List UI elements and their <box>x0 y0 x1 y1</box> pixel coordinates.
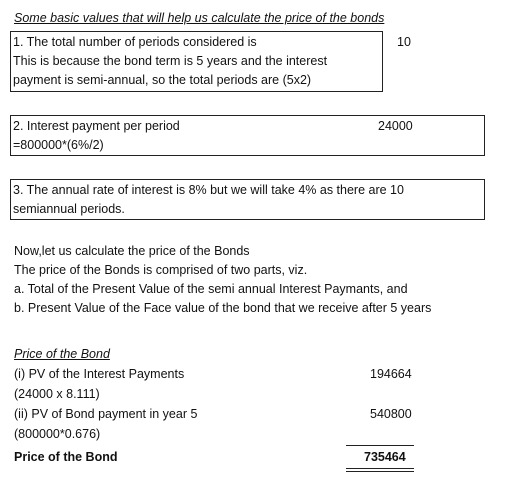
pv-interest-formula: (24000 x 8.111) <box>14 387 100 401</box>
intro-line-4: b. Present Value of the Face value of the bond that we receive after 5 years <box>14 301 432 315</box>
pv-interest-label: (i) PV of the Interest Payments <box>14 367 185 381</box>
periods-explanation-1: This is because the bond term is 5 years and the interest <box>13 54 328 68</box>
intro-line-3: a. Total of the Present Value of the semi annual Interest Paymants, and <box>14 282 408 296</box>
pv-bond-label: (ii) PV of Bond payment in year 5 <box>14 407 198 421</box>
pv-interest-value: 194664 <box>370 367 412 381</box>
interest-rate-line-2: semiannual periods. <box>13 202 125 216</box>
periods-explanation-2: payment is semi-annual, so the total periods are (5x2) <box>13 73 312 87</box>
periods-label: 1. The total number of periods considered is <box>13 35 257 49</box>
interest-rate-line-1: 3. The annual rate of interest is 8% but we will take 4% as there are 10 <box>13 183 404 197</box>
price-section-title: Price of the Bond <box>14 347 110 361</box>
interest-payment-label: 2. Interest payment per period <box>13 119 180 133</box>
periods-value: 10 <box>397 35 411 49</box>
interest-payment-value: 24000 <box>378 119 413 133</box>
page-heading: Some basic values that will help us calculate the price of the bonds <box>14 11 385 25</box>
total-underline-2 <box>346 471 414 472</box>
intro-line-2: The price of the Bonds is comprised of two parts, viz. <box>14 263 308 277</box>
total-value: 735464 <box>364 450 406 464</box>
interest-payment-formula: =800000*(6%/2) <box>13 138 104 152</box>
total-label: Price of the Bond <box>14 450 118 464</box>
total-separator-line <box>346 445 414 446</box>
intro-line-1: Now,let us calculate the price of the Bonds <box>14 244 250 258</box>
total-underline-1 <box>346 468 414 469</box>
pv-bond-formula: (800000*0.676) <box>14 427 101 441</box>
pv-bond-value: 540800 <box>370 407 412 421</box>
